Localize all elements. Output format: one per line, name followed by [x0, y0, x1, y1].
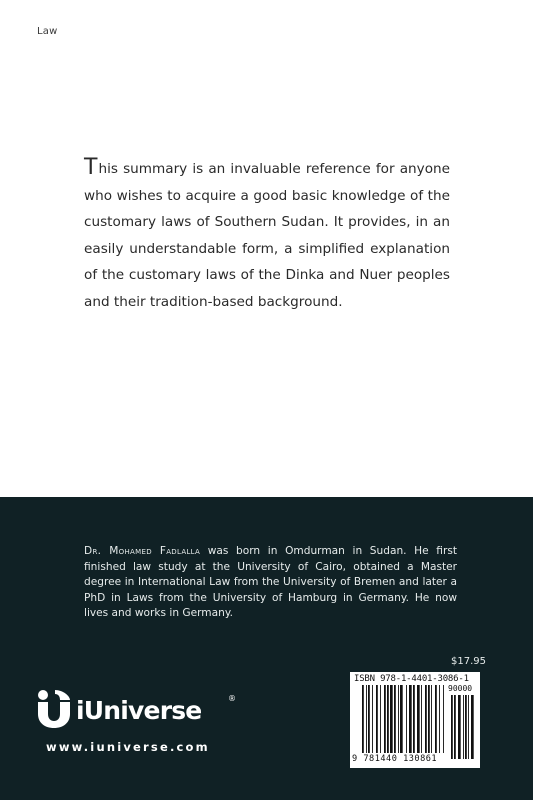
description-initial: T: [84, 155, 98, 180]
book-description: [84, 156, 450, 315]
publisher-website: www.iuniverse.com: [46, 740, 210, 754]
author-name: Dr. Mohamed Fadlalla: [84, 545, 201, 557]
barcode-ean-digits: 9 781440 130861: [352, 754, 438, 764]
publisher-name: iUniverse: [76, 696, 202, 725]
author-bio: [84, 544, 457, 622]
iuniverse-logo-icon: [36, 688, 72, 728]
barcode-bars: [354, 685, 476, 763]
isbn-barcode: [350, 672, 480, 768]
price-label: $17.95: [451, 656, 486, 667]
author-bio-text: was born in Omdurman in Sudan. He first finished law study at the University of Cairo, obtained a Master degree in International Law from the University of Bremen and later a PhD in Laws from the University of Hamburg in Germany. He now lives and works in Germany.: [84, 545, 457, 620]
isbn-label: ISBN 978-1-4401-3086-1: [354, 674, 469, 684]
registered-mark: ®: [228, 694, 236, 703]
description-text: his summary is an invaluable reference for anyone who wishes to acquire a good basic knowledge of the customary laws of Southern Sudan. It provides, in an easily understandable form, a simplified explanation of the customary laws of the Dinka and Nuer peoples and their tradition-based background.: [84, 161, 450, 310]
barcode-addon-digits: 90000: [448, 684, 473, 693]
publisher-logo: [36, 688, 246, 728]
category-label: Law: [37, 26, 58, 37]
